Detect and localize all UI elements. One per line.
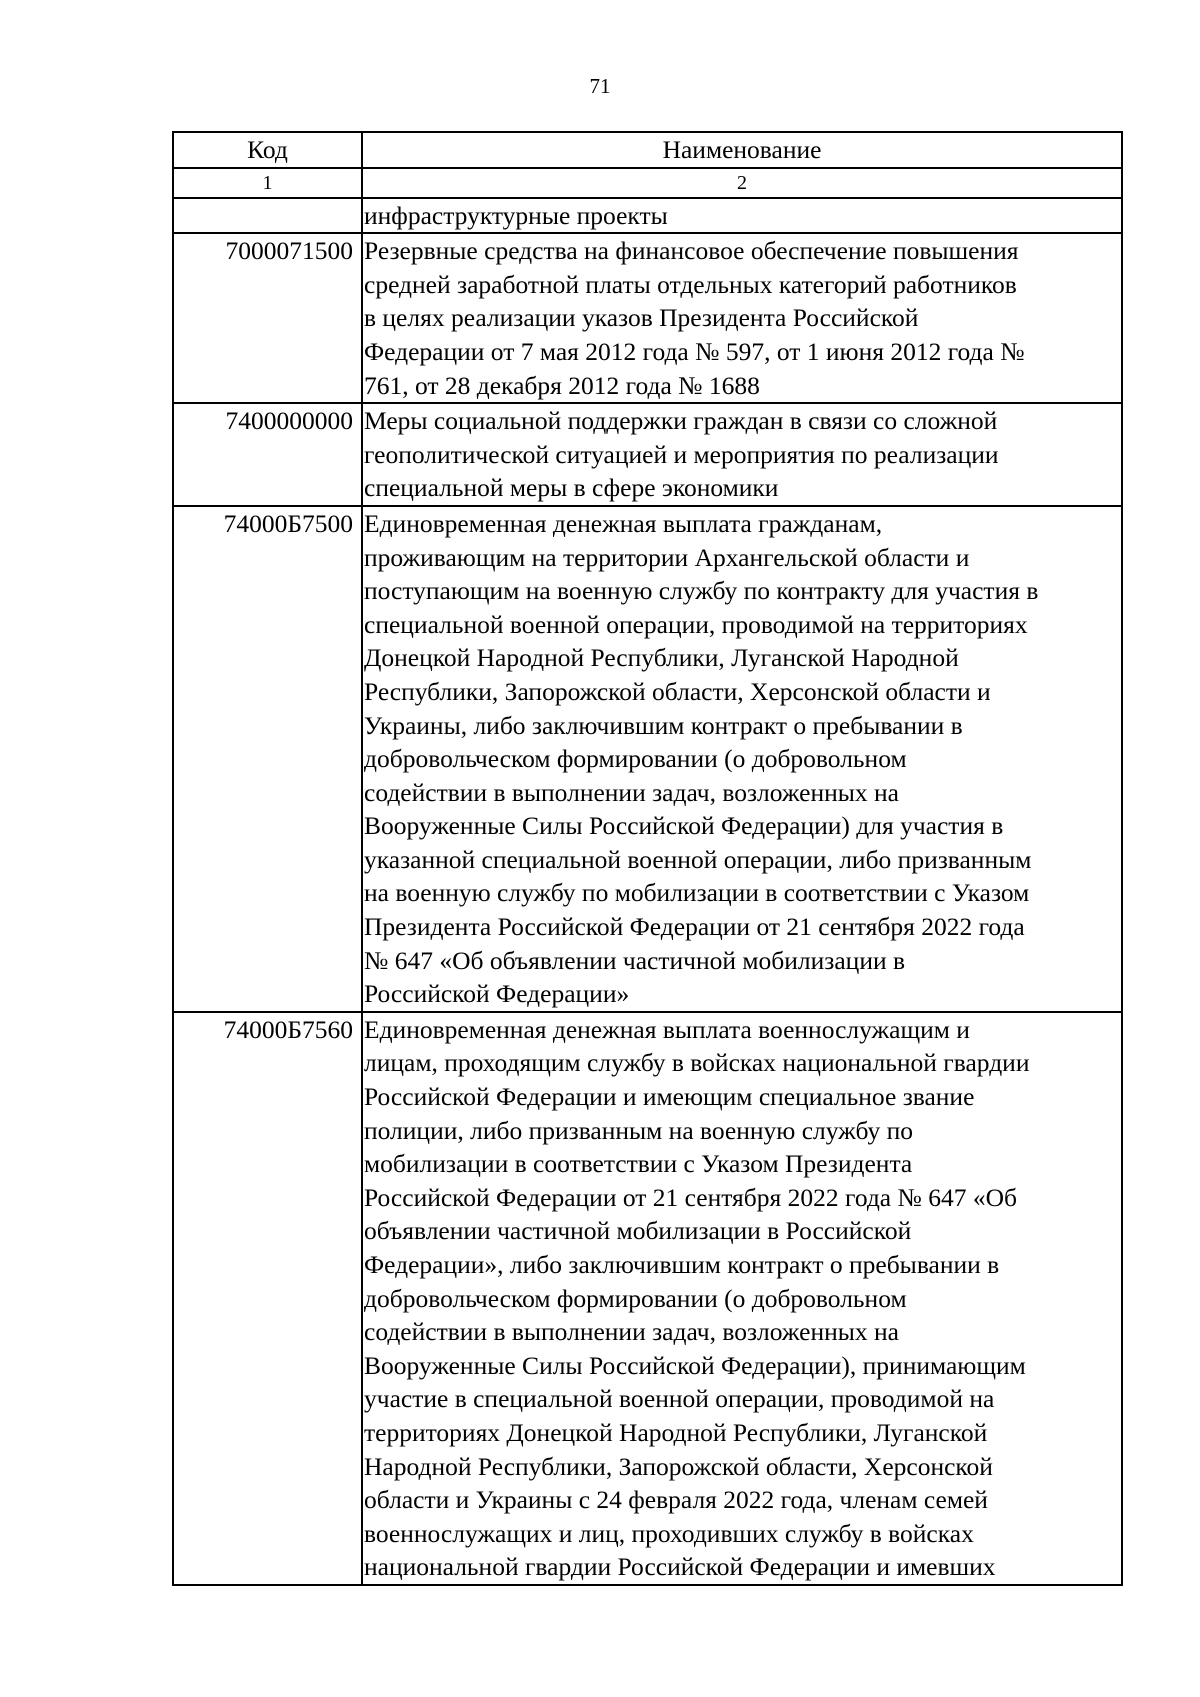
row-name-line: национальной гвардии Российской Федерации и имевших [364,1552,996,1582]
row-name-line: в целях реализации указов Президента Российской [364,303,919,333]
row-name-line: специальной военной операции, проводимой на территориях [364,609,1028,639]
row-name-line: участие в специальной военной операции, проводимой на [364,1384,995,1414]
row-name-line: Федерации», либо заключившим контракт о пребывании в [364,1250,1000,1279]
table-row [173,198,1122,234]
row-name-line: территориях Донецкой Народной Республики, Луганской [364,1417,988,1447]
column-number-name: 2 [362,168,1122,198]
row-code: 74000Б7560 [173,1012,362,1585]
header-code: Код [173,132,362,168]
table-header-row [173,132,1122,168]
row-name-line: Федерации от 7 мая 2012 года № 597, от 1 июня 2012 года № [364,336,1025,366]
row-name-line: Донецкой Народной Республики, Луганской Народной [364,643,959,673]
row-name-line: поступающим на военную службу по контракту для участия в [364,576,1039,606]
row-name-line: Народной Республики, Запорожской области, Херсонской [364,1451,993,1481]
row-name [362,506,1122,1012]
row-name-line: указанной специальной военной операции, либо призванным [364,844,1032,874]
row-name-line: проживающим на территории Архангельской области и [364,542,970,572]
row-name-line: содействии в выполнении задач, возложенных на [364,777,899,807]
row-name-line: объявлении частичной мобилизации в Российской [364,1216,912,1246]
row-name [362,1012,1122,1585]
row-name-line: содействии в выполнении задач, возложенных на [364,1317,899,1347]
row-code: 7400000000 [173,403,362,506]
row-name-line: Российской Федерации» [364,979,630,1009]
row-name-line: средней заработной платы отдельных категорий работников [364,269,1017,299]
row-name-line: мобилизации в соответствии с Указом Президента [364,1149,913,1179]
row-name-line: лицам, проходящим службу в войсках национальной гвардии [364,1048,1030,1078]
row-name-line: Вооруженные Силы Российской Федерации), принимающим [364,1350,1026,1380]
row-name [362,233,1122,403]
table-row [173,1012,1122,1585]
table-row [173,506,1122,1012]
row-code: 74000Б7500 [173,506,362,1012]
row-name-line: Резервные средства на финансовое обеспечение повышения [364,236,1019,266]
row-name-line: Российской Федерации и имеющим специальное звание [364,1082,975,1112]
row-name-line: инфраструктурные проекты [364,200,668,230]
header-name: Наименование [362,132,1122,168]
column-number-code: 1 [173,168,362,198]
table-body [173,198,1122,1585]
page-number: 71 [589,74,611,98]
row-name-line: Президента Российской Федерации от 21 сентября 2022 года [364,912,1025,942]
row-name-line: специальной меры в сфере экономики [364,473,779,503]
row-code [173,198,362,234]
row-name-line: на военную службу по мобилизации в соответствии с Указом [364,878,1030,908]
row-name-line: Республики, Запорожской области, Херсонской области и [364,676,991,706]
row-name [362,403,1122,506]
row-name-line: 761, от 28 декабря 2012 года № 1688 [364,370,760,400]
row-name-line: Единовременная денежная выплата гражданам, [364,508,883,538]
row-name [362,198,1122,234]
row-name-line: добровольческом формировании (о добровольном [364,1283,907,1313]
column-number-row [173,168,1122,198]
row-name-line: добровольческом формировании (о добровольном [364,744,907,774]
row-name-line: геополитической ситуацией и мероприятия по реализации [364,439,999,469]
row-name-line: полиции, либо призванным на военную службу по [364,1115,913,1145]
row-name-line: Вооруженные Силы Российской Федерации) для участия в [364,811,1004,841]
row-name-line: № 647 «Об объявлении частичной мобилизации в [364,945,906,975]
row-name-line: Меры социальной поддержки граждан в связи со сложной [364,406,998,436]
row-name-line: Украины, либо заключившим контракт о пребывании в [364,710,963,740]
table-row [173,233,1122,403]
row-name-line: Единовременная денежная выплата военнослужащим и [364,1014,970,1044]
budget-code-table [172,131,1123,1586]
table-row [173,403,1122,506]
row-name-line: области и Украины с 24 февраля 2022 года, членам семей [364,1485,988,1515]
row-name-line: Российской Федерации от 21 сентября 2022 года № 647 «Об [364,1182,1017,1212]
row-name-line: военнослужащих и лиц, проходивших службу в войсках [364,1518,974,1548]
row-code: 7000071500 [173,233,362,403]
